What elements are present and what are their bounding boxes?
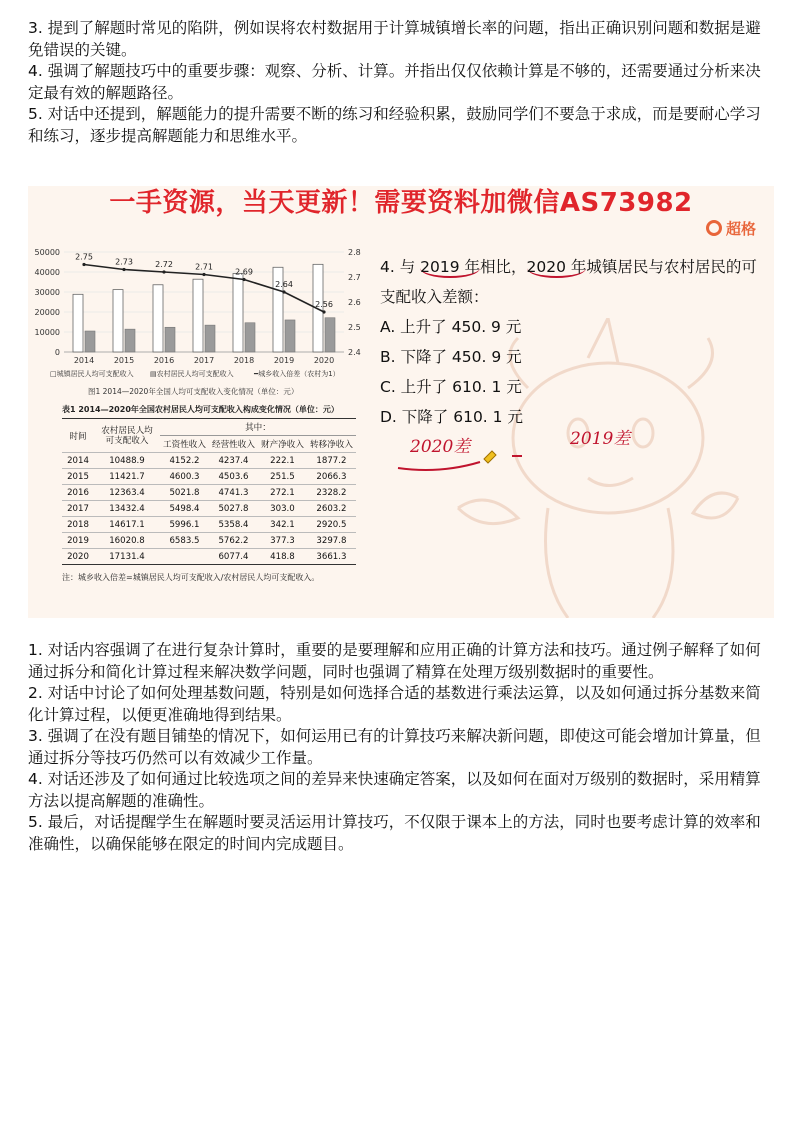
table-cell: 2019 [62, 533, 94, 549]
table-cell: 4503.6 [209, 469, 258, 485]
x-tick-label: 2014 [73, 356, 95, 365]
table-cell: 2020 [62, 549, 94, 565]
table-cell: 2014 [62, 453, 94, 469]
option-c[interactable]: C. 上升了 610. 1 元 [380, 378, 522, 396]
rural-income-bar [125, 329, 135, 352]
chart-legend [50, 369, 340, 378]
right-tick-label: 2.6 [348, 298, 361, 307]
table-cell: 377.3 [258, 533, 307, 549]
legend-item: □城镇居民人均可支配收入 [50, 370, 134, 378]
right-axis-ticks [348, 248, 361, 357]
ratio-data-label: 2.73 [115, 257, 133, 267]
table-header-income: 农村居民人均可支配收入 [94, 419, 160, 453]
ratio-point [322, 310, 325, 313]
rural-income-bar [165, 327, 175, 352]
table-cell: 5021.8 [160, 485, 209, 501]
table-cell: 251.5 [258, 469, 307, 485]
table-cell [160, 549, 209, 565]
table-subheader: 转移净收入 [307, 436, 356, 453]
question-slide [28, 186, 774, 618]
summary-point: 2. 对话中讨论了如何处理基数问题，特别是如何选择合适的基数进行乘法运算，以及如何通过拆分基数来简化计算过程，以便更准确地得到结果。 [28, 684, 761, 724]
ratio-point [82, 263, 85, 266]
table-cell: 14617.1 [94, 517, 160, 533]
table-cell: 222.1 [258, 453, 307, 469]
table-subheader: 工资性收入 [160, 436, 209, 453]
ratio-point [122, 268, 125, 271]
right-tick-label: 2.5 [348, 323, 361, 332]
table-cell: 17131.4 [94, 549, 160, 565]
table-cell: 418.8 [258, 549, 307, 565]
income-table [62, 418, 356, 565]
table-subheader: 经营性收入 [209, 436, 258, 453]
right-tick-label: 2.8 [348, 248, 361, 257]
table-cell: 16020.8 [94, 533, 160, 549]
rural-income-bar [205, 325, 215, 352]
summary-point: 5. 最后，对话提醒学生在解题时要灵活运用计算技巧，不仅限于课本上的方法，同时也要考虑计算的效率和准确性，以确保能够在限定的时间内完成题目。 [28, 813, 761, 853]
table-cell: 342.1 [258, 517, 307, 533]
table-cell: 2920.5 [307, 517, 356, 533]
urban-income-bar [233, 273, 243, 352]
handwritten-annotation [380, 422, 680, 482]
urban-income-bar [153, 285, 163, 352]
x-tick-label: 2017 [193, 356, 215, 365]
ratio-data-label: 2.72 [155, 260, 173, 269]
summary-point: 5. 对话中还提到，解题能力的提升需要不断的练习和经验积累，鼓励同学们不要急于求成，而是要耐心学习和练习，逐步提高解题能力和思维水平。 [28, 105, 761, 145]
question-stem-line2: 支配收入差额： [380, 288, 489, 306]
underlined-year: 2019 年 [420, 258, 481, 276]
table-header-time: 时间 [62, 419, 94, 453]
table-header-group: 其中： [160, 419, 356, 436]
table-cell: 2015 [62, 469, 94, 485]
ratio-data-label: 2.71 [195, 262, 213, 272]
table-cell: 5762.2 [209, 533, 258, 549]
left-tick-label: 50000 [34, 248, 60, 257]
x-tick-label: 2016 [153, 356, 175, 365]
handwriting-right: 2019差 [570, 429, 631, 449]
legend-item: ▤农村居民人均可支配收入 [150, 370, 234, 378]
left-tick-label: 10000 [34, 328, 60, 337]
table-cell: 5358.4 [209, 517, 258, 533]
underlined-year: 2020 年 [526, 258, 587, 276]
urban-income-bar [73, 294, 83, 352]
left-tick-label: 40000 [34, 268, 60, 277]
ratio-point [242, 278, 245, 281]
left-tick-label: 30000 [34, 288, 60, 297]
left-tick-label: 0 [54, 348, 60, 357]
rural-income-bar [85, 331, 95, 352]
option-b[interactable]: B. 下降了 450. 9 元 [380, 348, 522, 366]
urban-income-bar [193, 279, 203, 352]
table-cell: 13432.4 [94, 501, 160, 517]
summary-top [28, 18, 774, 147]
table-row [62, 549, 356, 565]
left-axis-ticks [35, 248, 60, 357]
ratio-point [162, 270, 165, 273]
table-row [62, 485, 356, 501]
ratio-data-label: 2.75 [75, 252, 93, 262]
table-cell: 5996.1 [160, 517, 209, 533]
table-row [62, 453, 356, 469]
income-chart [28, 242, 368, 387]
table-cell: 3661.3 [307, 549, 356, 565]
x-tick-label: 2020 [313, 356, 335, 365]
figure-caption: 图1 2014—2020年全国人均可支配收入变化情况（单位：元） [88, 387, 299, 396]
brand-logo [706, 218, 756, 239]
summary-bottom [28, 640, 774, 855]
table-cell: 2017 [62, 501, 94, 517]
table-cell: 4600.3 [160, 469, 209, 485]
table-cell: 2016 [62, 485, 94, 501]
table-cell: 5027.8 [209, 501, 258, 517]
x-axis-labels [74, 356, 334, 365]
table-cell: 272.1 [258, 485, 307, 501]
table-cell: 6583.5 [160, 533, 209, 549]
ratio-point [282, 290, 285, 293]
x-tick-label: 2015 [113, 356, 135, 365]
summary-point: 3. 提到了解题时常见的陷阱，例如误将农村数据用于计算城镇增长率的问题，指出正确识别问题和数据是避免错误的关键。 [28, 19, 761, 59]
table-cell: 4741.3 [209, 485, 258, 501]
table-row [62, 469, 356, 485]
table-cell: 3297.8 [307, 533, 356, 549]
table-cell: 6077.4 [209, 549, 258, 565]
summary-point: 1. 对话内容强调了在进行复杂计算时，重要的是要理解和应用正确的计算方法和技巧。通过例子解释了如何通过拆分和简化计算过程来解决数学问题，同时也强调了精算在处理万级别数据时的重要性。 [28, 641, 761, 681]
table-cell: 10488.9 [94, 453, 160, 469]
ratio-data-label: 2.69 [235, 267, 253, 277]
left-tick-label: 20000 [34, 308, 60, 317]
table-cell: 11421.7 [94, 469, 160, 485]
x-tick-label: 2019 [273, 356, 295, 365]
table-cell: 2603.2 [307, 501, 356, 517]
table-cell: 4152.2 [160, 453, 209, 469]
question-block [380, 252, 757, 432]
table-cell: 4237.4 [209, 453, 258, 469]
table-cell: 12363.4 [94, 485, 160, 501]
table-cell: 2066.3 [307, 469, 356, 485]
table-row [62, 501, 356, 517]
option-a[interactable]: A. 上升了 450. 9 元 [380, 318, 522, 336]
table-cell: 5498.4 [160, 501, 209, 517]
handwriting-left: 2020差 [410, 437, 471, 457]
rural-income-bar [285, 320, 295, 352]
table-title: 表1 2014—2020年全国农村居民人均可支配收入构成变化情况（单位：元） [62, 405, 339, 414]
rural-income-bar [325, 318, 335, 352]
summary-point: 3. 强调了在没有题目铺垫的情况下，如何运用已有的计算技巧来解决新问题，即使这可能会增加计算量，但通过拆分等技巧仍然可以有效减少工作量。 [28, 727, 761, 767]
banner-title: 一手资源，当天更新！需要资料加微信AS73982 [109, 188, 693, 218]
summary-point: 4. 强调了解题技巧中的重要步骤：观察、分析、计算。并指出仅仅依赖计算是不够的，还需要通过分析来决定最有效的解题路径。 [28, 62, 761, 102]
pencil-icon [484, 451, 496, 463]
legend-item: ━城乡收入倍差（农村为1） [254, 370, 340, 378]
ratio-point [202, 273, 205, 276]
chart-bars [73, 264, 335, 352]
brand-logo-icon [706, 220, 722, 236]
table-cell: 2328.2 [307, 485, 356, 501]
table-cell: 303.0 [258, 501, 307, 517]
table-cell: 2018 [62, 517, 94, 533]
table-subheader: 财产净收入 [258, 436, 307, 453]
ratio-data-label: 2.64 [275, 280, 293, 289]
summary-point: 4. 对话还涉及了如何通过比较选项之间的差异来快速确定答案，以及如何在面对万级别的数据时，采用精算方法以提高解题的准确性。 [28, 770, 761, 810]
right-tick-label: 2.4 [348, 348, 361, 357]
table-row [62, 533, 356, 549]
right-tick-label: 2.7 [348, 273, 361, 282]
table-cell: 1877.2 [307, 453, 356, 469]
ratio-data-label: 2.56 [315, 300, 333, 309]
brand-logo-text: 超格 [725, 220, 756, 238]
urban-income-bar [113, 290, 123, 352]
question-stem: 4. 与 2019 年相比，2020 年城镇居民与农村居民的可 [380, 258, 757, 276]
x-tick-label: 2018 [233, 356, 255, 365]
option-d[interactable]: D. 下降了 610. 1 元 [380, 408, 523, 426]
table-note: 注：城乡收入倍差=城镇居民人均可支配收入/农村居民人均可支配收入。 [62, 573, 320, 582]
rural-income-bar [245, 323, 255, 352]
table-row [62, 517, 356, 533]
